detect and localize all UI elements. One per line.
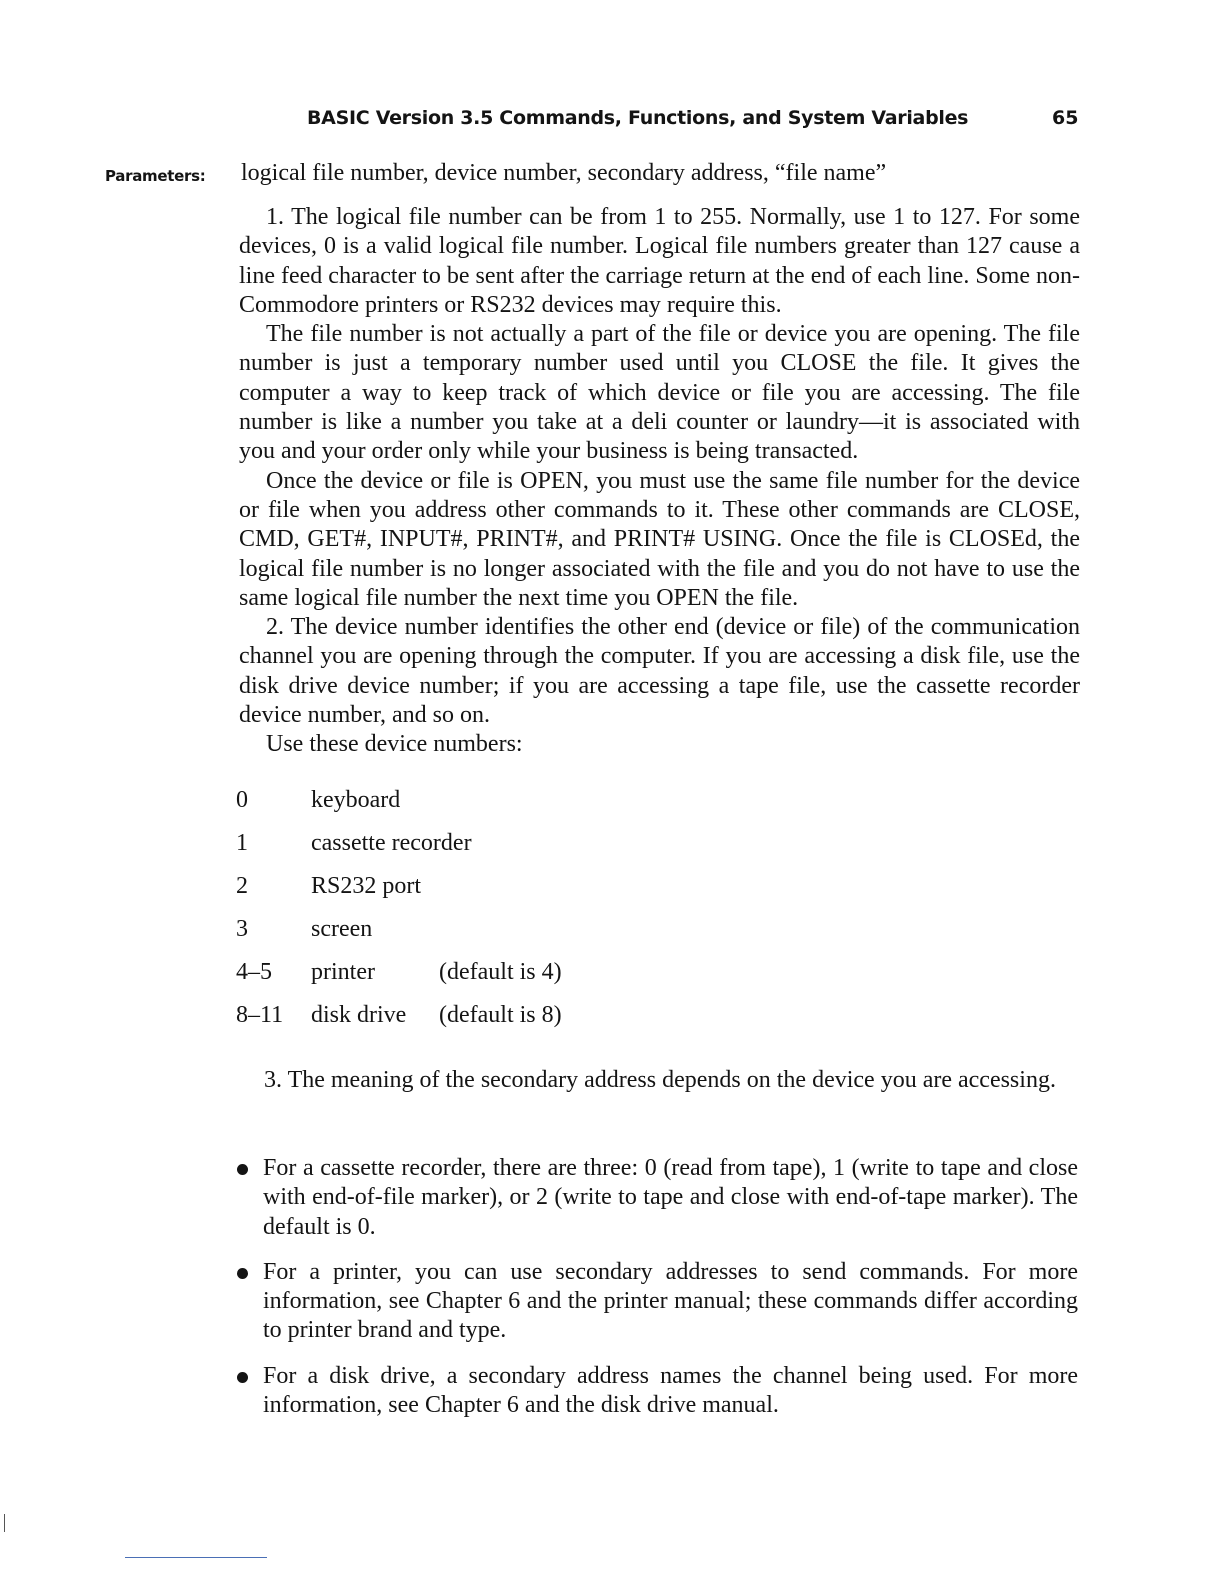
list-item xyxy=(234,1154,1078,1242)
device-number: 0 xyxy=(236,787,248,813)
device-number: 4–5 xyxy=(236,959,272,985)
body-text xyxy=(239,203,1080,760)
bullet-icon xyxy=(237,1372,248,1383)
device-number: 8–11 xyxy=(236,1002,284,1028)
paragraph: Once the device or file is OPEN, you must use the same file number for the device or file when you address other commands to it. These other commands are CLOSE, CMD, GET#, INPUT#, PRINT#, and PRINT# USING. Once the file is CLOSEd, the logical file number is no longer associated with the file and you do not have to use the same logical file number the next time you OPEN the file. xyxy=(239,467,1080,611)
list-item xyxy=(234,1258,1078,1346)
device-name: RS232 port xyxy=(311,873,422,899)
bullet-icon xyxy=(237,1164,248,1175)
device-number: 1 xyxy=(236,830,248,856)
scan-edge-mark xyxy=(4,1514,5,1532)
paragraph: Use these device numbers: xyxy=(266,731,523,758)
parameters-label: Parameters: xyxy=(105,167,206,185)
paragraph: 1. The logical file number can be from 1 to 255. Normally, use 1 to 127. For some devices, 0 is a valid logical file number. Logical file numbers greater than 127 cause a line feed character to be sent after the carriage return at the end of each line. Some non-Commodore printers or RS232 devices may require this. xyxy=(239,204,1080,318)
device-note: (default is 4) xyxy=(439,959,562,985)
page-header-title: BASIC Version 3.5 Commands, Functions, and System Variables xyxy=(307,107,969,129)
bullet-text: For a disk drive, a secondary address names the channel being used. For more information, see Chapter 6 and the disk drive manual. xyxy=(263,1362,1078,1419)
paragraph: The file number is not actually a part of the file or device you are opening. The file number is just a temporary number used until you CLOSE the file. It gives the computer a way to keep track of which device or file you are accessing. The file number is like a number you take at a deli counter or laundry—it is associated with you and your order only while your business is being transacted. xyxy=(239,321,1080,465)
device-name: printer xyxy=(311,959,375,985)
paragraph: 2. The device number identifies the other end (device or file) of the communication channel you are opening through the computer. If you are accessing a disk file, use the disk drive device number; if you are accessing a tape file, use the cassette recorder device number, and so on. xyxy=(239,614,1080,729)
device-number: 2 xyxy=(236,873,248,899)
device-name: keyboard xyxy=(311,787,401,813)
footer-rule xyxy=(125,1557,267,1558)
bullet-text: For a cassette recorder, there are three: 0 (read from tape), 1 (write to tape and close with end-of-file marker), or 2 (write to tape and close with end-of-tape marker). The default is 0. xyxy=(263,1155,1078,1240)
device-name: screen xyxy=(311,916,373,942)
secondary-address-text xyxy=(237,1066,1078,1095)
bullet-list xyxy=(234,1154,1078,1436)
paragraph: 3. The meaning of the secondary address depends on the device you are accessing. xyxy=(264,1067,1056,1093)
list-item xyxy=(234,1362,1078,1421)
device-name: disk drive xyxy=(311,1002,407,1028)
bullet-icon xyxy=(237,1268,248,1279)
device-number: 3 xyxy=(236,916,248,942)
bullet-text: For a printer, you can use secondary addresses to send commands. For more information, see Chapter 6 and the printer manual; these commands differ according to printer brand and type. xyxy=(263,1258,1078,1344)
device-name: cassette recorder xyxy=(311,830,472,856)
parameters-list: logical file number, device number, secondary address, “file name” xyxy=(241,160,887,186)
device-note: (default is 8) xyxy=(439,1002,562,1028)
page-number: 65 xyxy=(1052,107,1079,129)
